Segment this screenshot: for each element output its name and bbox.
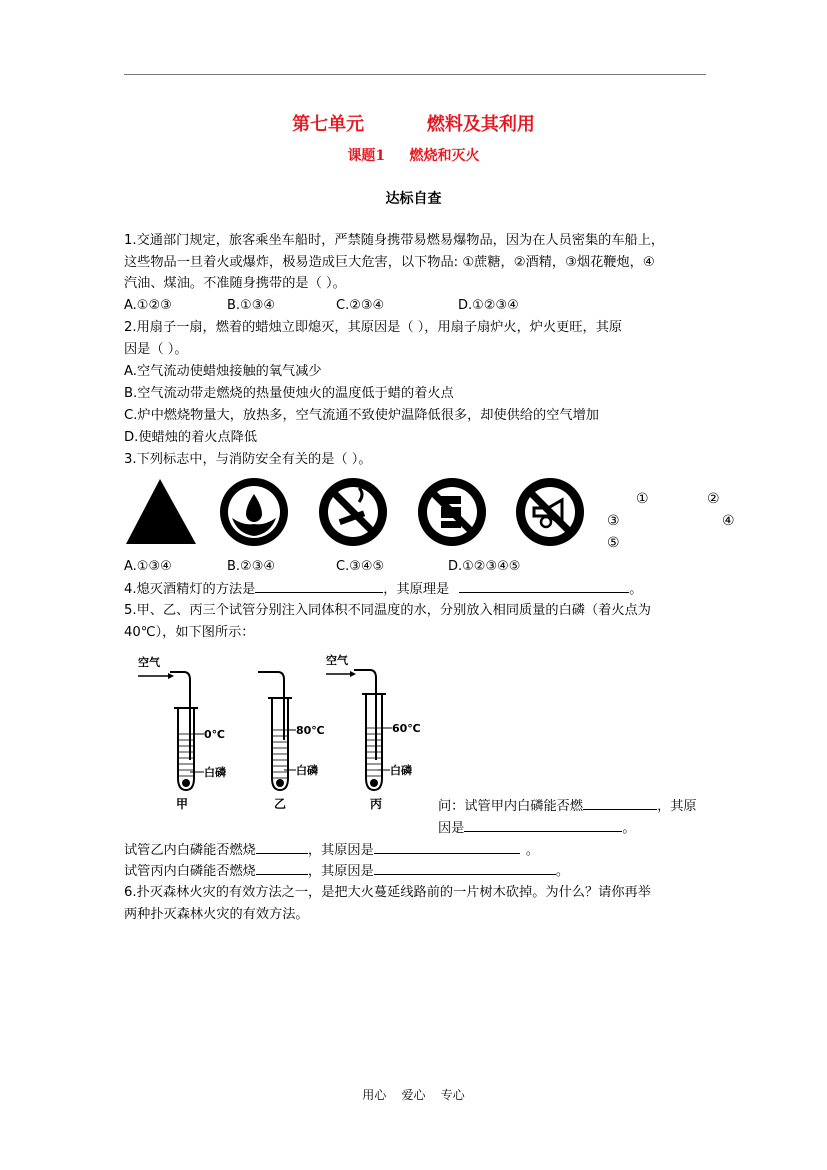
tube-2-temp: 80℃ (296, 724, 325, 737)
q5-tube-b-reason-blank[interactable] (374, 839, 520, 854)
page-footer: 用心 爱心 专心 (362, 1088, 465, 1102)
q2-choice-b[interactable]: B.空气流动带走燃烧的热量使烛火的温度低于蜡的着火点 (124, 386, 454, 401)
q5-c-mid: ，其原因是 (307, 864, 374, 879)
air-label-1: 空气 (138, 656, 160, 669)
sign-number-5: ⑤ (607, 535, 620, 551)
q5-b-end: 。 (525, 843, 539, 858)
q5-ask-1-end: ，其原 (657, 799, 697, 814)
sign-number-4: ④ (722, 513, 735, 529)
q5-b-prefix: 试管乙内白磷能否燃烧 (124, 843, 256, 858)
q1-line-3: 汽油、煤油。不准随身携带的是（ ）。 (124, 276, 346, 291)
q1-option-b[interactable]: B.①③④ (227, 298, 276, 313)
sign-number-3: ③ (607, 513, 620, 529)
tube-2-phosphorus: 白磷 (296, 764, 318, 777)
q6-line-1: 6.扑灭森林火灾的有效方法之一，是把大火蔓延线路前的一片树木砍掉。为什么？请你再举 (124, 885, 651, 900)
q5-line-2: 40℃），如下图所示： (124, 625, 255, 640)
q1-options (124, 295, 724, 316)
q5-ask-line-2 (438, 817, 636, 839)
q4-line (124, 578, 642, 600)
q5-tube-a-reason-blank[interactable] (464, 817, 622, 832)
q3-option-b[interactable]: B.②③④ (227, 559, 276, 574)
no-horn-sign-icon (516, 478, 584, 546)
tube-1-phosphorus: 白磷 (204, 766, 226, 779)
q3-options (124, 556, 724, 577)
q3-safety-signs (124, 474, 604, 550)
q5-tube-b-line (124, 839, 539, 861)
q3-stem: 3.下列标志中，与消防安全有关的是（ ）。 (124, 452, 372, 467)
sign-number-1: ① (636, 491, 649, 507)
q5-tube-b-blank[interactable] (256, 839, 308, 854)
tube-2-label: 乙 (274, 797, 287, 811)
q2-line-2: 因是（ ）。 (124, 342, 188, 357)
q5-tube-c-reason-blank[interactable] (374, 860, 556, 875)
q4-prefix: 4.熄灭酒精灯的方法是 (124, 582, 256, 597)
q5-b-mid: ，其原因是 (307, 843, 374, 858)
q5-tube-c-blank[interactable] (256, 860, 308, 875)
q2-choice-a[interactable]: A.空气流动使蜡烛接触的氧气减少 (124, 364, 322, 379)
q4-middle: ，其原理是 (383, 582, 450, 597)
q3-option-d[interactable]: D.①②③④⑤ (448, 559, 521, 574)
q5-test-tube-figure (124, 650, 424, 816)
no-barrel-sign-icon (418, 478, 486, 546)
tube-1-label: 甲 (176, 797, 189, 811)
q2-choice-c[interactable]: C.炉中燃烧物量大，放热多，空气流通不致使炉温降低很多，却使供给的空气增加 (124, 408, 599, 423)
q5-ask-2-end: 。 (622, 821, 636, 836)
no-smoking-sign-icon (319, 478, 387, 546)
sign-number-2: ② (707, 491, 720, 507)
tube-3-phosphorus: 白磷 (390, 764, 412, 777)
q4-principle-blank[interactable] (459, 578, 629, 593)
q6-line-2: 两种扑灭森林火灾的有效方法。 (124, 907, 309, 922)
q4-end: 。 (629, 582, 643, 597)
tube-1-temp: 0℃ (204, 728, 225, 741)
section-title: 达标自查 (385, 191, 442, 207)
tube-3-label: 丙 (370, 797, 383, 811)
q3-option-a[interactable]: A.①③④ (124, 559, 172, 574)
q1-line-2: 这些物品一旦着火或爆炸，极易造成巨大危害，以下物品: ①蔗糖，②酒精，③烟花鞭炮，④ (124, 255, 655, 270)
q1-line-1: 1.交通部门规定，旅客乘坐车船时，严禁随身携带易燃易爆物品，因为在人员密集的车船上， (124, 233, 665, 248)
lesson-title: 课题1 燃烧和灭火 (347, 148, 480, 164)
warning-triangle-sign-icon (126, 479, 196, 544)
q2-line-1: 2.用扇子一扇，燃着的蜡烛立即熄灭，其原因是（ ），用扇子扇炉火，炉火更旺，其原 (124, 320, 623, 335)
q5-line-1: 5.甲、乙、丙三个试管分别注入同体积不同温度的水，分别放入相同质量的白磷（着火点为 (124, 603, 651, 618)
header-rule (124, 74, 706, 75)
q5-ask-1: 问：试管甲内白磷能否燃 (438, 799, 584, 814)
q1-option-c[interactable]: C.②③④ (336, 298, 385, 313)
q5-c-end: 。 (555, 864, 569, 879)
q4-method-blank[interactable] (255, 578, 383, 593)
q5-ask-2: 因是 (438, 821, 465, 836)
q1-option-d[interactable]: D.①②③④ (458, 298, 519, 313)
q5-c-prefix: 试管丙内白磷能否燃烧 (124, 864, 256, 879)
q1-option-a[interactable]: A.①②③ (124, 298, 172, 313)
q2-choice-d[interactable]: D.使蜡烛的着火点降低 (124, 430, 258, 445)
q5-tube-c-line (124, 860, 569, 882)
air-label-3: 空气 (326, 654, 348, 667)
q3-option-c[interactable]: C.③④⑤ (336, 559, 385, 574)
drop-hazard-sign-icon (220, 478, 288, 546)
q5-ask-line-1 (438, 795, 697, 817)
q5-tube-a-blank[interactable] (583, 795, 657, 810)
unit-title: 第七单元 燃料及其利用 (292, 114, 535, 135)
tube-3-temp: 60℃ (392, 722, 421, 735)
